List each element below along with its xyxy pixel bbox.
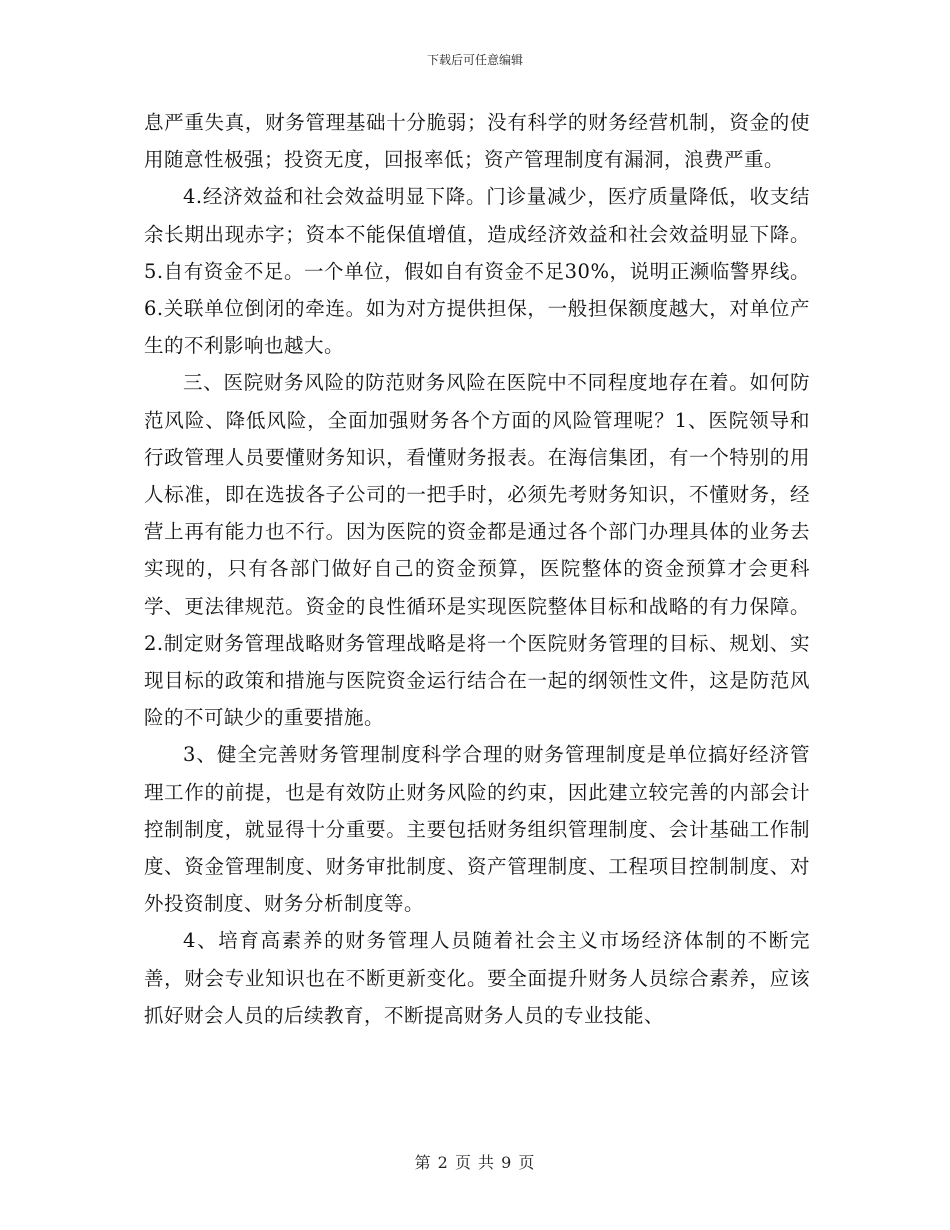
paragraph-risk-prevention: 三、医院财务风险的防范财务风险在医院中不同程度地存在着。如何防范风险、降低风险，全面加强财务各个方面的风险管理呢？1、医院领导和行政管理人员要懂财务知识，看懂财务报表。在海信集团，有一个特别的用人标准，即在选拔各子公司的一把手时，必须先考财务知识，不懂财务，经营上再有能力也不行。因为医院的资金都是通过各个部门办理具体的业务去实现的，只有各部门做好自己的资金预算，医院整体的资金预算才会更科学、更法律规范。资金的良性循环是实现医院整体目标和战略的有力保障。2.制定财务管理战略财务管理战略是将一个医院财务管理的目标、规划、实现目标的政策和措施与医院资金运行结合在一起的纲领性文件，这是防范风险的不可缺少的重要措施。 [144,371,810,730]
paragraph-staff-training: 4、培育高素养的财务管理人员随着社会主义市场经济体制的不断完善，财会专业知识也在不断更新变化。要全面提升财务人员综合素养，应该抓好财会人员的后续教育，不断提高财务人员的专业技能、 [144,929,810,1027]
document-body [144,104,810,1034]
page-header: 下载后可任意编辑 [426,53,523,67]
page-number-footer: 第 2 页 共 9 页 [414,1153,536,1172]
paragraph-continuation: 息严重失真，财务管理基础十分脆弱；没有科学的财务经营机制，资金的使用随意性极强；投资无度，回报率低；资产管理制度有漏洞，浪费严重。 [144,111,810,172]
paragraph-economic-benefits: 4.经济效益和社会效益明显下降。门诊量减少，医疗质量降低，收支结余长期出现赤字；资本不能保值增值，造成经济效益和社会效益明显下降。5.自有资金不足。一个单位，假如自有资金不足30%，说明正濒临警界线。6.关联单位倒闭的牵连。如为对方提供担保，一般担保额度越大，对单位产生的不利影响也越大。 [144,185,810,358]
paragraph-management-system: 3、健全完善财务管理制度科学合理的财务管理制度是单位搞好经济管理工作的前提，也是有效防止财务风险的约束，因此建立较完善的内部会计控制制度，就显得十分重要。主要包括财务组织管理制度、会计基础工作制度、资金管理制度、财务审批制度、资产管理制度、工程项目控制制度、对外投资制度、财务分析制度等。 [144,743,810,916]
